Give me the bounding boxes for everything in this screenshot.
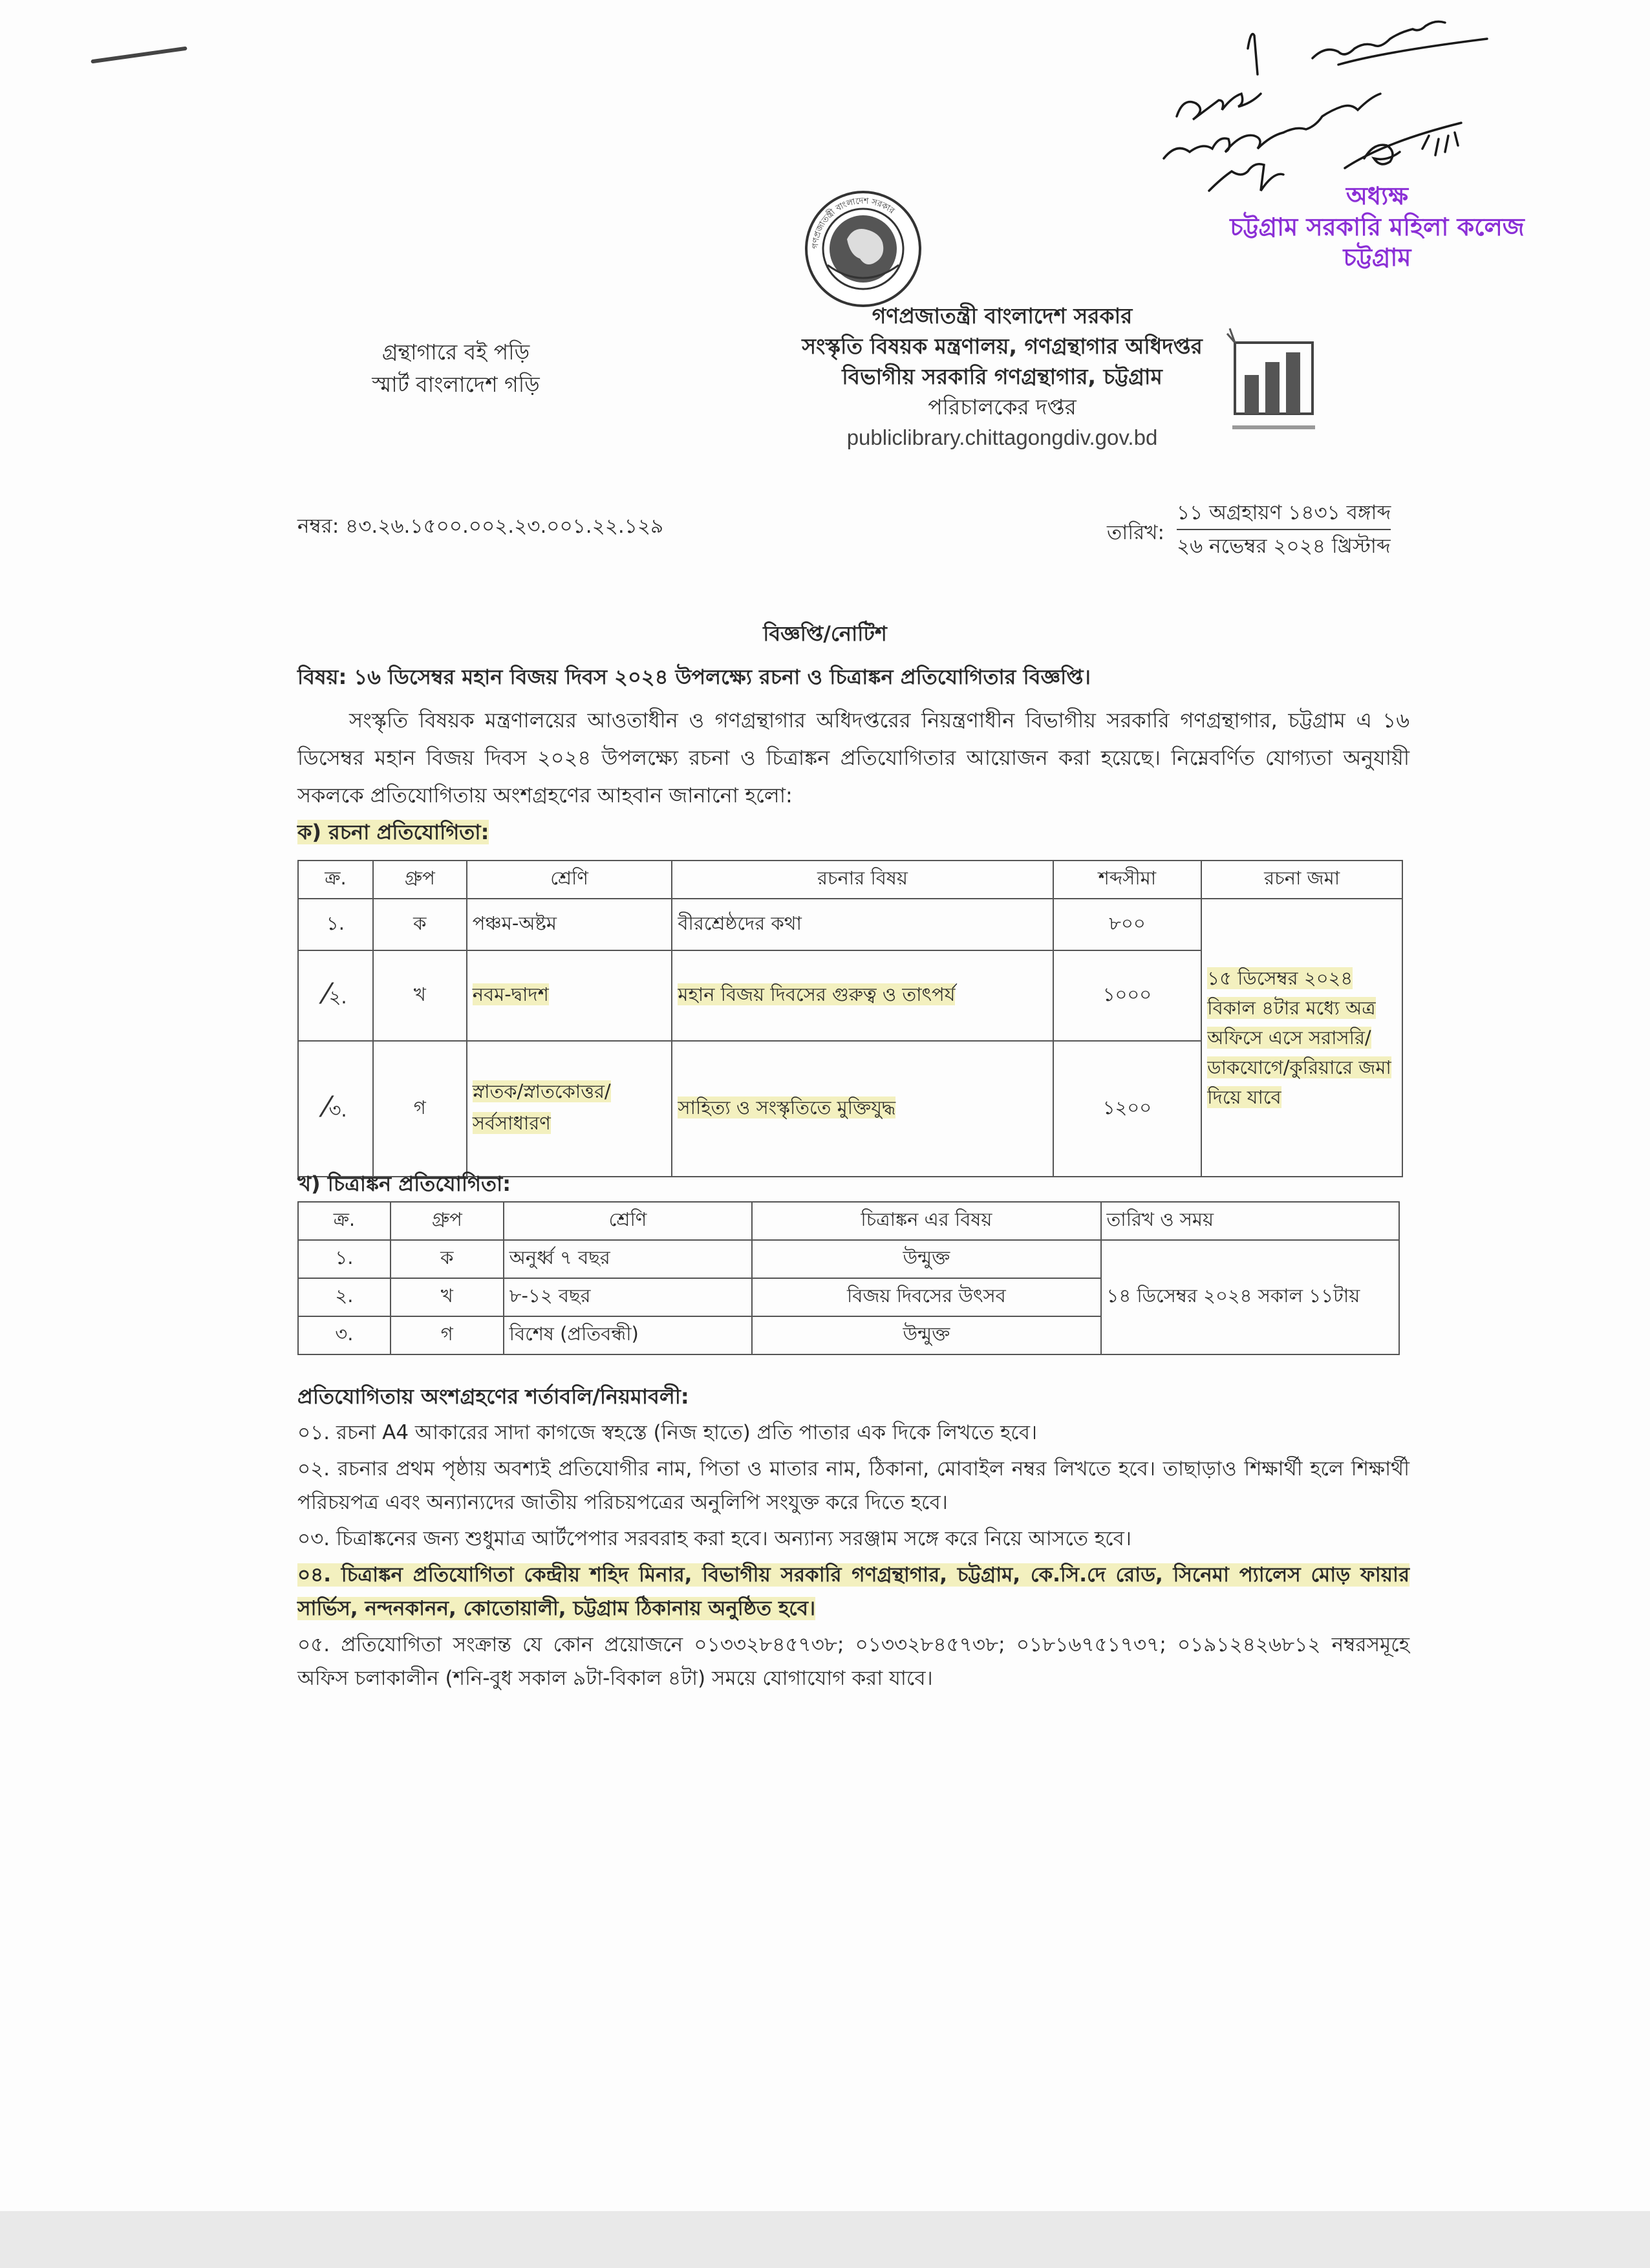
essay-limit: ১২০০ [1053,1041,1202,1177]
drawing-topic: উন্মুক্ত [752,1240,1100,1278]
essay-topic-text: সাহিত্য ও সংস্কৃতিতে মুক্তিযুদ্ধ [678,1096,896,1118]
memo-number: নম্বর: ৪৩.২৬.১৫০০.০০২.২৩.০০১.২২.১২৯ [297,515,664,538]
essay-col-class: শ্রেণি [467,861,672,899]
drawing-col-class: শ্রেণি [504,1202,753,1240]
date-english: ২৬ নভেম্বর ২০২৪ খ্রিস্টাব্দ [1177,529,1391,562]
essay-limit: ৮০০ [1053,899,1202,950]
essay-table [297,860,1403,1177]
office-name: পরিচালকের দপ্তর [928,394,1077,420]
essay-heading-text: ক) রচনা প্রতিযোগিতা: [297,820,489,844]
rule-item [297,1558,1409,1625]
tick-mark: ⁄ [324,977,329,1011]
drawing-sl: ৩. [298,1316,391,1354]
drawing-class: ৮-১২ বছর [504,1278,753,1316]
essay-group: গ [373,1041,467,1177]
essay-limit: ১০০০ [1053,950,1202,1041]
essay-sl-text: ২. [328,985,347,1008]
svg-text:গণপ্রজাতন্ত্রী বাংলাদেশ সরকার: গণপ্রজাতন্ত্রী বাংলাদেশ সরকার [810,196,897,250]
essay-col-sl: ক্র. [298,861,373,899]
essay-topic-text: মহান বিজয় দিবসের গুরুত্ব ও তাৎপর্য [678,983,956,1005]
notice-body: সংস্কৃতি বিষয়ক মন্ত্রণালয়ের আওতাধীন ও গণগ্রন্থাগার অধিদপ্তরের নিয়ন্ত্রণাধীন বিভাগীয় সরকারি গণগ্রন্থাগার, চট্টগ্রাম এ ১৬ ডিসেম্বর মহান বিজয় দিবস ২০২৪ উপলক্ষ্যে রচনা ও চিত্রাঙ্কন প্রতিযোগিতার আয়োজন করা হয়েছে। নিম্নেবর্ণিত যোগ্যতা অনুযায়ী সকলকে প্রতিযোগিতায় অংশগ্রহণের আহবান জানানো হলো: [297,708,1409,808]
slogan [272,336,640,401]
seal-ring-text [802,187,925,310]
essay-sl [298,1041,373,1177]
essay-sl [298,950,373,1041]
drawing-group: গ [391,1316,504,1354]
essay-class-text: নবম-দ্বাদশ [472,983,549,1005]
essay-group: ক [373,899,467,950]
essay-class [467,1041,672,1177]
essay-topic [672,1041,1053,1177]
stamp-line-college: চট্টগ্রাম সরকারি মহিলা কলেজ [1230,212,1525,241]
notice-subject: বিষয়: ১৬ ডিসেম্বর মহান বিজয় দিবস ২০২৪ উপলক্ষ্যে রচনা ও চিত্রাঙ্কন প্রতিযোগিতার বিজ্ঞপ্তি। [297,665,1091,689]
drawing-group: ক [391,1240,504,1278]
table-row [298,1240,1399,1278]
letterhead [517,301,1487,453]
drawing-class: বিশেষ (প্রতিবন্ধী) [504,1316,753,1354]
rule-item: ০১. রচনা A4 আকারের সাদা কাগজে স্বহস্তে (নিজ হাতে) প্রতি পাতার এক দিকে লিখতে হবে। [297,1421,1038,1444]
stamp-line-title: অধ্যক্ষ [1345,182,1408,210]
drawing-col-group: গ্রুপ [391,1202,504,1240]
essay-col-submit: রচনা জমা [1201,861,1402,899]
essay-class-text: স্নাতক/স্নাতকোত্তর/সর্বসাধারণ [472,1080,611,1134]
essay-class [467,950,672,1041]
essay-heading [297,816,489,851]
table-row [298,899,1402,950]
slogan-line1: গ্রন্থাগারে বই পড়ি [381,339,530,365]
date-label: তারিখ: [1107,521,1164,544]
rule-item-text: ০৪. চিত্রাঙ্কন প্রতিযোগিতা কেন্দ্রীয় শহিদ মিনার, বিভাগীয় সরকারি গণগ্রন্থাগার, চট্টগ্রাম, কে.সি.দে রোড, সিনেমা প্যালেস মোড় ফায়ার সার্ভিস, নন্দনকানন, কোতোয়ালী, চট্টগ্রাম ঠিকানায় অনুষ্ঠিত হবে। [297,1563,1409,1620]
essay-topic: বীরশ্রেষ্ঠদের কথা [672,899,1053,950]
date-bangla: ১১ অগ্রহায়ণ ১৪৩১ বঙ্গাব্দ [1177,501,1391,524]
essay-sl: ১. [298,899,373,950]
tick-mark: ⁄ [324,1090,329,1124]
rules-heading: প্রতিযোগিতায় অংশগ্রহণের শর্তাবলি/নিয়মাবলী: [297,1384,689,1409]
drawing-col-datetime: তারিখ ও সময় [1101,1202,1399,1240]
rules-list [297,1416,1409,1698]
rule-item: ০৩. চিত্রাঙ্কনের জন্য শুধুমাত্র আর্টপেপার সরবরাহ করা হবে। অন্যান্য সরঞ্জাম সঙ্গে করে নিয়ে আসতে হবে। [297,1527,1131,1550]
drawing-sl: ১. [298,1240,391,1278]
essay-col-limit: শব্দসীমা [1053,861,1202,899]
essay-topic [672,950,1053,1041]
drawing-sl: ২. [298,1278,391,1316]
drawing-table [297,1201,1400,1355]
drawing-topic: বিজয় দিবসের উৎসব [752,1278,1100,1316]
rule-item: ০২. রচনার প্রথম পৃষ্ঠায় অবশ্যই প্রতিযোগীর নাম, পিতা ও মাতার নাম, ঠিকানা, মোবাইল নম্বর লিখতে হবে। তাছাড়াও শিক্ষার্থী হলে শিক্ষার্থী পরিচয়পত্র এবং অন্যান্যদের জাতীয় পরিচয়পত্রের অনুলিপি সংযুক্ত করে দিতে হবে। [297,1457,1409,1514]
drawing-datetime: ১৪ ডিসেম্বর ২০২৪ সকাল ১১টায় [1101,1240,1399,1354]
notice-title: বিজ্ঞপ্তি/নোটিশ [763,621,887,646]
website: publiclibrary.chittagongdiv.gov.bd [846,425,1158,449]
essay-class: পঞ্চম-অষ্টম [467,899,672,950]
govt-name: গণপ্রজাতন্ত্রী বাংলাদেশ সরকার [872,303,1133,328]
rule-item: ০৫. প্রতিযোগিতা সংক্রান্ত যে কোন প্রয়োজনে ০১৩৩২৮৪৫৭৩৮; ০১৩৩২৮৪৫৭৩৮; ০১৮১৬৭৫১৭৩৭; ০১৯১২৪২৬৮১২ নম্বরসমূহে অফিস চলাকালীন (শনি-বুধ সকাল ৯টা-বিকাল ৪টা) সময়ে যোগাযোগ করা যাবে। [297,1633,1409,1690]
stamp-line-city: চট্টগ্রাম [1343,243,1411,272]
drawing-class: অনুর্ধ্ব ৭ বছর [504,1240,753,1278]
scan-mark [91,47,187,64]
handwritten-signature [1151,19,1513,207]
drawing-topic: উন্মুক্ত [752,1316,1100,1354]
principal-stamp [1177,181,1578,273]
drawing-group: খ [391,1278,504,1316]
essay-submission-text: ১৫ ডিসেম্বর ২০২৪ বিকাল ৪টার মধ্যে অত্র অফিসে এসে সরাসরি/ডাকযোগে/কুরিয়ারে জমা দিয়ে যাবে [1207,967,1391,1108]
slogan-line2: স্মার্ট বাংলাদেশ গড়ি [372,372,540,397]
drawing-heading: খ) চিত্রাঙ্কন প্রতিযোগিতা: [297,1171,511,1196]
library-name: বিভাগীয় সরকারি গণগ্রন্থাগার, চট্টগ্রাম [842,364,1162,389]
essay-sl-text: ৩. [328,1098,347,1121]
essay-submission [1201,899,1402,1177]
essay-group: খ [373,950,467,1041]
scan-edge-shade [0,2211,1650,2268]
drawing-col-sl: ক্র. [298,1202,391,1240]
essay-col-topic: রচনার বিষয় [672,861,1053,899]
date-block [1177,497,1391,562]
essay-col-group: গ্রুপ [373,861,467,899]
drawing-col-topic: চিত্রাঙ্কন এর বিষয় [752,1202,1100,1240]
ministry-name: সংস্কৃতি বিষয়ক মন্ত্রণালয়, গণগ্রন্থাগার অধিদপ্তর [802,334,1203,359]
